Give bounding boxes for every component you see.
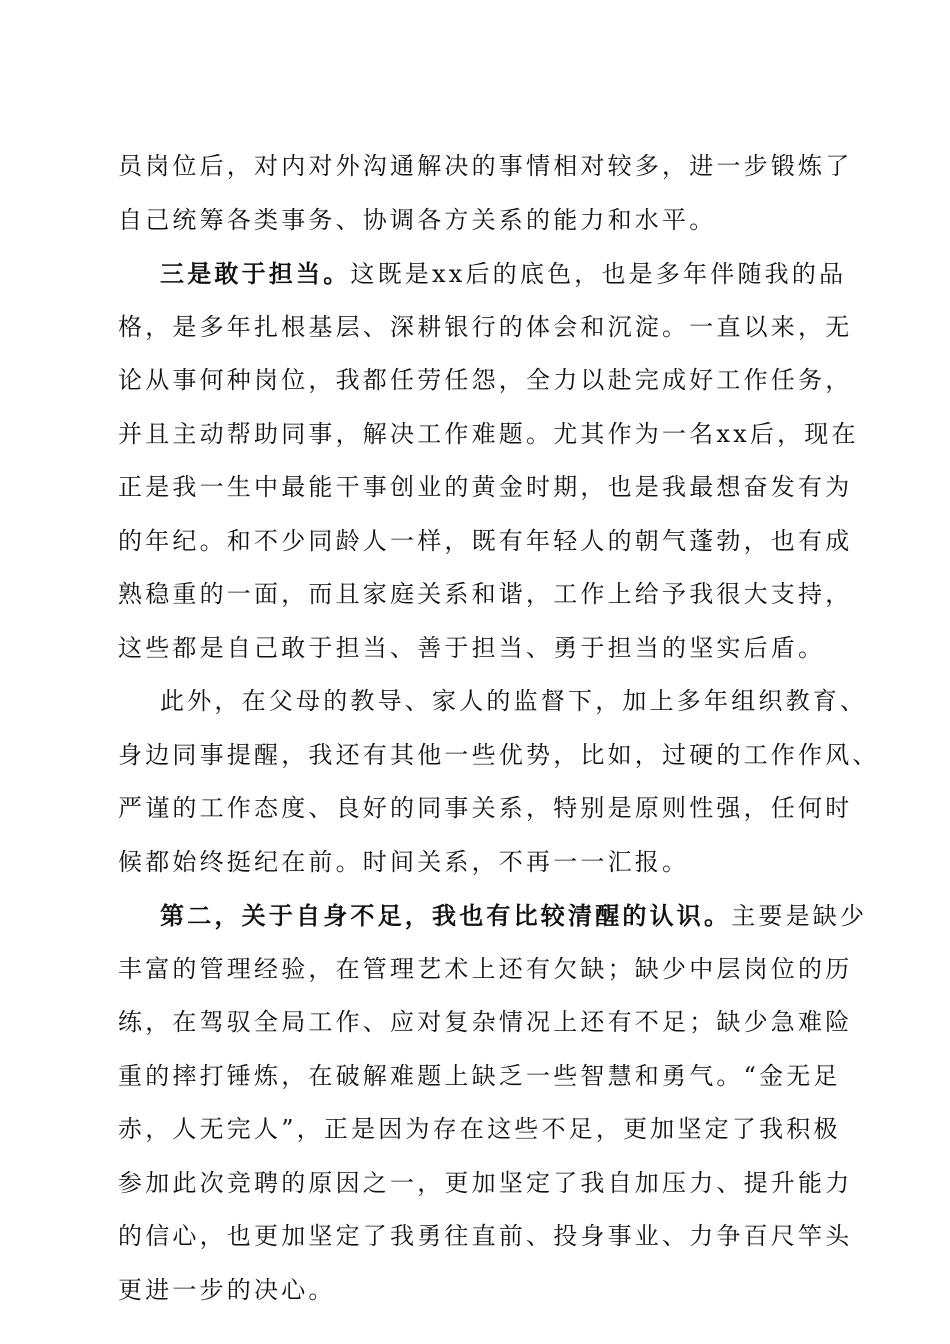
- document-body: [118, 140, 880, 1317]
- paragraph-line: [118, 247, 847, 301]
- text-line: 严谨的工作态度、良好的同事关系，特别是原则性强，任何时: [118, 794, 853, 822]
- paragraph-heading: 三是敢于担当。: [160, 259, 351, 288]
- text-line: 自己统筹各类事务、协调各方关系的能力和水平。: [118, 205, 717, 234]
- text-span: 主要是缺少: [731, 902, 868, 930]
- text-line: 重的摔打锤炼，在破解难题上缺乏一些智慧和勇气。“金无足: [118, 1061, 841, 1090]
- text-line: 赤，人无完人”，正是因为存在这些不足，更加坚定了我积极: [118, 1115, 841, 1143]
- text-line: 正是我一生中最能干事创业的黄金时期，也是我最想奋发有为: [118, 473, 853, 501]
- paragraph-line: [118, 889, 868, 943]
- text-line: 这些都是自己敢于担当、善于担当、勇于担当的坚实后盾。: [118, 633, 826, 662]
- text-line: 格，是多年扎根基层、深耕银行的体会和沉淀。一直以来，无: [118, 312, 853, 341]
- text-line: 此外，在父母的教导、家人的监督下，加上多年组织教育、: [160, 687, 868, 715]
- text-line: 的年纪。和不少同龄人一样，既有年轻人的朝气蓬勃，也有成: [118, 526, 853, 555]
- text-line: 员岗位后，对内对外沟通解决的事情相对较多，进一步锻炼了: [118, 152, 853, 180]
- text-line: 论从事何种岗位，我都任劳任怨，全力以赴完成好工作任务，: [118, 366, 853, 394]
- text-line: 身边同事提醒，我还有其他一些优势，比如，过硬的工作作风、: [118, 740, 880, 769]
- text-line: 熟稳重的一面，而且家庭关系和谐，工作上给予我很大支持，: [118, 580, 853, 608]
- text-line: 候都始终挺纪在前。时间关系，不再一一汇报。: [118, 847, 690, 876]
- text-line: 参加此次竞聘的原因之一，更加坚定了我自加压力、提升能力: [118, 1168, 853, 1197]
- text-line: 的信心，也更加坚定了我勇往直前、投身事业、力争百尺竿头: [118, 1222, 853, 1250]
- paragraph-heading: 第二，关于自身不足，我也有比较清醒的认识。: [160, 901, 732, 930]
- text-line: 练，在驾驭全局工作、应对复杂情况上还有不足；缺少急难险: [118, 1008, 853, 1036]
- text-line: 更进一步的决心。: [118, 1275, 336, 1304]
- text-line: 并且主动帮助同事，解决工作难题。尤其作为一名xx后，现在: [118, 419, 859, 448]
- text-span: 这既是xx后的底色，也是多年伴随我的品: [350, 260, 847, 288]
- text-line: 丰富的管理经验，在管理艺术上还有欠缺；缺少中层岗位的历: [118, 954, 853, 983]
